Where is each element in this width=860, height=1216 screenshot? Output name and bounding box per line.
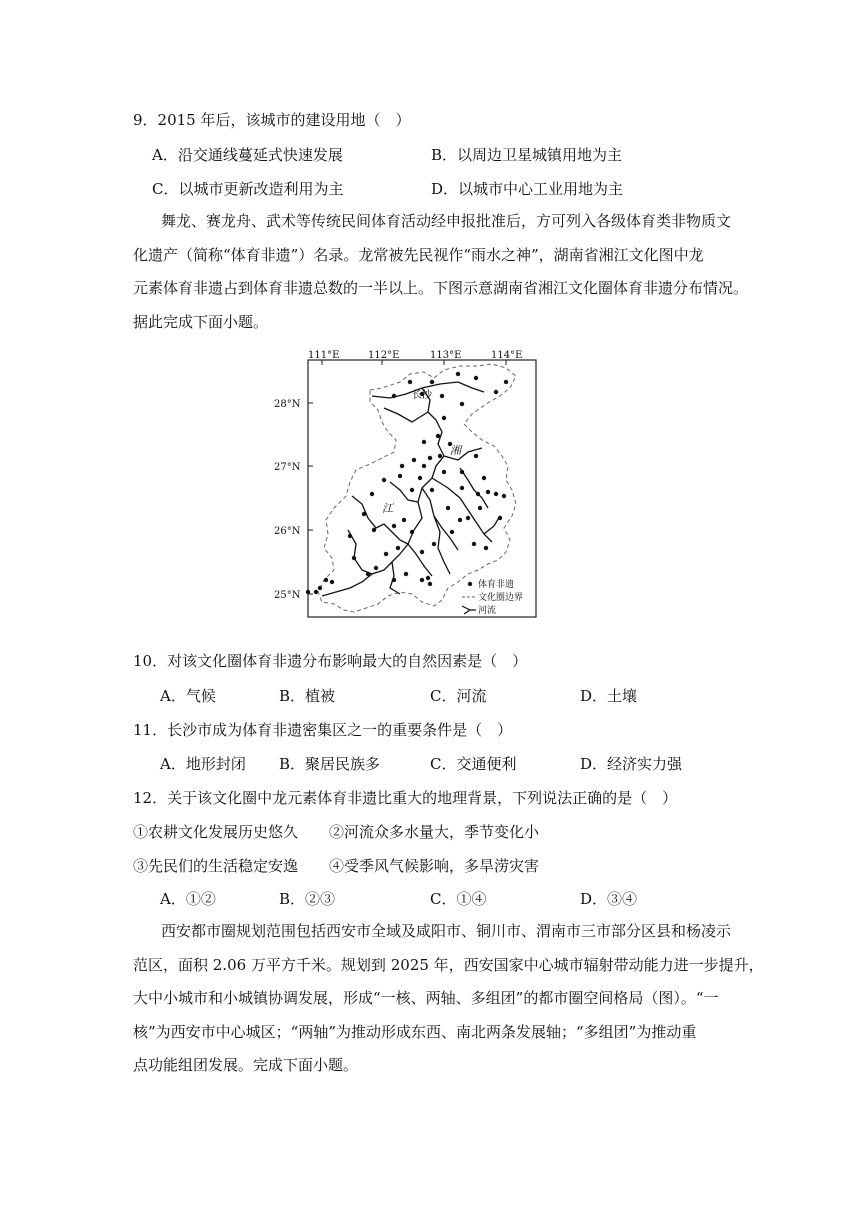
xiangjiang-culture-map bbox=[272, 348, 554, 618]
question-12-statement-1: ①农耕文化发展历史悠久 bbox=[133, 823, 299, 841]
culture-circle-boundary bbox=[318, 364, 516, 612]
lat-label-26: 26°N bbox=[274, 526, 301, 537]
question-9-option-b[interactable]: B．以周边卫星城镇用地为主 bbox=[431, 146, 623, 164]
question-12-statement-4: ④受季风气候影响，多旱涝灾害 bbox=[329, 857, 540, 875]
question-10-option-d[interactable]: D．土壤 bbox=[580, 687, 638, 705]
passage-dragon-sports bbox=[133, 205, 749, 339]
question-10-option-a[interactable]: A．气候 bbox=[160, 687, 216, 705]
question-9-stem: 9．2015 年后，该城市的建设用地（ ） bbox=[133, 111, 411, 129]
passage-line: 据此完成下面小题。 bbox=[133, 312, 269, 331]
question-12-stem: 12．关于该文化圈中龙元素体育非遗比重大的地理背景，下列说法正确的是（ ） bbox=[133, 789, 678, 807]
passage-line: 核”为西安市中心城区；“两轴”为推动形成东西、南北两条发展轴；“多组团”为推动重 bbox=[133, 1022, 697, 1041]
lat-label-25: 25°N bbox=[274, 590, 301, 601]
map-svg bbox=[272, 348, 554, 618]
question-10-stem: 10．对该文化圈体育非遗分布影响最大的自然因素是（ ） bbox=[133, 652, 528, 670]
passage-line: 舞龙、赛龙舟、武术等传统民间体育活动经申报批准后，方可列入各级体育类非物质文 bbox=[161, 212, 732, 230]
question-10-option-c[interactable]: C．河流 bbox=[430, 687, 487, 705]
passage-line: 化遗产（简称“体育非遗”）名录。龙常被先民视作“雨水之神”，湖南省湘江文化图中龙 bbox=[133, 245, 704, 264]
label-jiang: 江 bbox=[382, 502, 393, 515]
passage-line: 大中小城市和小城镇协调发展，形成“一核、两轴、多组团”的都市圈空间格局（图）。“一 bbox=[133, 989, 719, 1007]
question-12-option-a[interactable]: A．①② bbox=[160, 890, 216, 908]
legend-river-label: 河流 bbox=[478, 606, 497, 616]
legend-dot-icon bbox=[468, 582, 472, 586]
passage-line: 西安都市圈规划范围包括西安市全域及咸阳市、铜川市、渭南市三市部分区县和杨凌示 bbox=[161, 922, 732, 940]
question-12-statement-2: ②河流众多水量大，季节变化小 bbox=[329, 823, 540, 841]
label-xiang: 湘 bbox=[450, 444, 461, 457]
question-12-option-b[interactable]: B．②③ bbox=[279, 890, 336, 908]
heritage-dots bbox=[306, 372, 508, 594]
lon-label-111: 111°E bbox=[308, 350, 340, 361]
question-10-option-b[interactable]: B．植被 bbox=[279, 687, 336, 705]
legend-river-icon bbox=[462, 606, 476, 614]
question-9-option-d[interactable]: D．以城市中心工业用地为主 bbox=[431, 180, 624, 198]
question-12-option-c[interactable]: C．①④ bbox=[430, 890, 487, 908]
passage-xian-metro bbox=[133, 915, 764, 1083]
map-legend bbox=[462, 578, 523, 616]
question-11-option-c[interactable]: C．交通便利 bbox=[430, 755, 517, 773]
passage-line: 点功能组团发展。完成下面小题。 bbox=[133, 1056, 359, 1074]
lon-label-112: 112°E bbox=[368, 350, 400, 361]
legend-boundary-label: 文化圈边界 bbox=[478, 593, 524, 603]
label-changsha: 长沙 bbox=[412, 390, 432, 401]
question-12-option-d[interactable]: D．③④ bbox=[580, 890, 638, 908]
question-9-option-a[interactable]: A．沿交通线蔓延式快速发展 bbox=[152, 146, 343, 164]
question-11-option-a[interactable]: A．地形封闭 bbox=[160, 755, 246, 773]
lat-label-28: 28°N bbox=[274, 399, 301, 410]
legend-dot-label: 体育非遗 bbox=[478, 580, 515, 590]
lat-label-27: 27°N bbox=[274, 462, 301, 473]
question-9-option-c[interactable]: C．以城市更新改造利用为主 bbox=[152, 180, 344, 198]
question-11-option-b[interactable]: B．聚居民族多 bbox=[279, 755, 381, 773]
question-12-statement-3: ③先民们的生活稳定安逸 bbox=[133, 857, 299, 875]
lon-label-113: 113°E bbox=[430, 350, 462, 361]
question-11-option-d[interactable]: D．经济实力强 bbox=[580, 755, 683, 773]
passage-line: 范区，面积 2.06 万平方千米。规划到 2025 年，西安国家中心城市辐射带动能力进一步提升， bbox=[133, 955, 764, 974]
passage-line: 元素体育非遗占到体育非遗总数的一半以上。下图示意湖南省湘江文化圈体育非遗分布情况。 bbox=[133, 279, 749, 297]
lon-label-114: 114°E bbox=[491, 350, 523, 361]
question-11-stem: 11．长沙市成为体育非遗密集区之一的重要条件是（ ） bbox=[133, 721, 513, 739]
